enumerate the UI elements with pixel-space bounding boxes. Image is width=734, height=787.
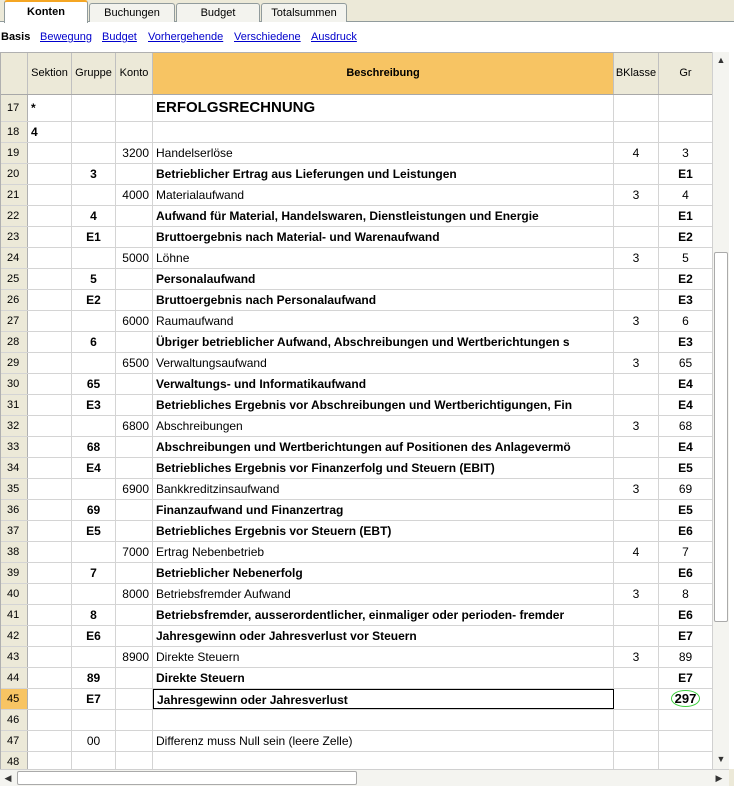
- cell-sektion[interactable]: *: [28, 95, 72, 121]
- cell-sektion[interactable]: [28, 458, 72, 478]
- row-number: 22: [1, 206, 28, 226]
- table-row[interactable]: [1, 458, 712, 479]
- cell-konto[interactable]: [116, 437, 153, 457]
- cell-gruppe[interactable]: [72, 122, 116, 142]
- row-number: 30: [1, 374, 28, 394]
- header-bklasse[interactable]: BKlasse: [614, 53, 659, 94]
- cell-sektion[interactable]: [28, 752, 72, 769]
- cell-gruppe[interactable]: E1: [72, 227, 116, 247]
- cell-sektion[interactable]: [28, 584, 72, 604]
- table-row[interactable]: [1, 689, 712, 710]
- cell-gr[interactable]: E3: [659, 332, 712, 352]
- cell-gr[interactable]: 65: [659, 353, 712, 373]
- cell-beschreibung[interactable]: Jahresgewinn oder Jahresverlust vor Steuern: [153, 626, 614, 646]
- cell-beschreibung[interactable]: Jahresgewinn oder Jahresverlust: [153, 689, 614, 709]
- cell-bklasse[interactable]: [614, 374, 659, 394]
- cell-bklasse[interactable]: [614, 95, 659, 121]
- row-number: 48: [1, 752, 28, 769]
- table-row[interactable]: [1, 227, 712, 248]
- cell-bklasse[interactable]: [614, 668, 659, 688]
- cell-gruppe[interactable]: 7: [72, 563, 116, 583]
- cell-bklasse[interactable]: [614, 206, 659, 226]
- table-row[interactable]: [1, 122, 712, 143]
- cell-bklasse[interactable]: [614, 752, 659, 769]
- cell-konto[interactable]: 4000: [116, 185, 153, 205]
- cell-konto[interactable]: [116, 458, 153, 478]
- cell-beschreibung[interactable]: Aufwand für Material, Handelswaren, Dienstleistungen und Energie: [153, 206, 614, 226]
- cell-gr[interactable]: 69: [659, 479, 712, 499]
- cell-gr[interactable]: E2: [659, 269, 712, 289]
- cell-konto[interactable]: 6000: [116, 311, 153, 331]
- cell-beschreibung[interactable]: Bruttoergebnis nach Material- und Warenaufwand: [153, 227, 614, 247]
- table-row[interactable]: [1, 143, 712, 164]
- table-row[interactable]: [1, 206, 712, 227]
- view-link-bewegung[interactable]: Bewegung: [40, 31, 92, 43]
- row-number: 33: [1, 437, 28, 457]
- row-number: 38: [1, 542, 28, 562]
- cell-beschreibung[interactable]: Direkte Steuern: [153, 647, 614, 667]
- cell-gruppe[interactable]: [72, 95, 116, 121]
- cell-gr[interactable]: [659, 689, 712, 709]
- cell-gr[interactable]: [659, 122, 712, 142]
- table-row[interactable]: [1, 479, 712, 500]
- cell-bklasse[interactable]: 3: [614, 647, 659, 667]
- cell-bklasse[interactable]: [614, 710, 659, 730]
- row-number: 44: [1, 668, 28, 688]
- cell-beschreibung[interactable]: [153, 710, 614, 730]
- cell-sektion[interactable]: [28, 563, 72, 583]
- cell-konto[interactable]: [116, 227, 153, 247]
- table-row[interactable]: [1, 353, 712, 374]
- view-link-vorhergehende[interactable]: Vorhergehende: [148, 31, 224, 43]
- cell-sektion[interactable]: [28, 710, 72, 730]
- cell-konto[interactable]: 6900: [116, 479, 153, 499]
- header-gruppe[interactable]: Gruppe: [72, 53, 116, 94]
- cell-beschreibung[interactable]: Betriebliches Ergebnis vor Steuern (EBT): [153, 521, 614, 541]
- cell-sektion[interactable]: [28, 164, 72, 184]
- cell-sektion[interactable]: [28, 731, 72, 751]
- cell-bklasse[interactable]: 3: [614, 584, 659, 604]
- cell-gruppe[interactable]: 4: [72, 206, 116, 226]
- row-number: 23: [1, 227, 28, 247]
- cell-beschreibung[interactable]: Betrieblicher Ertrag aus Lieferungen und Leistungen: [153, 164, 614, 184]
- cell-bklasse[interactable]: [614, 290, 659, 310]
- scroll-left-icon[interactable]: ◀: [4, 773, 12, 783]
- view-bar: [0, 27, 734, 47]
- cell-gruppe[interactable]: 89: [72, 668, 116, 688]
- cell-beschreibung[interactable]: Verwaltungs- und Informatikaufwand: [153, 374, 614, 394]
- cell-sektion[interactable]: [28, 647, 72, 667]
- cell-konto[interactable]: [116, 689, 153, 709]
- cell-gruppe[interactable]: 5: [72, 269, 116, 289]
- row-number: 36: [1, 500, 28, 520]
- table-row[interactable]: [1, 290, 712, 311]
- cell-gr[interactable]: E5: [659, 458, 712, 478]
- cell-gr[interactable]: 89: [659, 647, 712, 667]
- cell-beschreibung[interactable]: Abschreibungen und Wertberichtungen auf Positionen des Anlagevermö: [153, 437, 614, 457]
- table-row[interactable]: [1, 668, 712, 689]
- cell-gruppe[interactable]: [72, 542, 116, 562]
- cell-sektion[interactable]: [28, 521, 72, 541]
- cell-gruppe[interactable]: E5: [72, 521, 116, 541]
- cell-konto[interactable]: [116, 710, 153, 730]
- cell-gr[interactable]: E6: [659, 563, 712, 583]
- cell-gruppe[interactable]: E7: [72, 689, 116, 709]
- cell-gr[interactable]: E5: [659, 500, 712, 520]
- cell-sektion[interactable]: [28, 500, 72, 520]
- table-row[interactable]: [1, 731, 712, 752]
- table-row[interactable]: [1, 95, 712, 122]
- cell-gruppe[interactable]: 3: [72, 164, 116, 184]
- cell-sektion[interactable]: [28, 311, 72, 331]
- cell-sektion[interactable]: [28, 416, 72, 436]
- cell-beschreibung[interactable]: Betriebliches Ergebnis vor Finanzerfolg und Steuern (EBIT): [153, 458, 614, 478]
- cell-gr[interactable]: E2: [659, 227, 712, 247]
- table-row[interactable]: [1, 584, 712, 605]
- cell-sektion[interactable]: [28, 143, 72, 163]
- cell-bklasse[interactable]: [614, 269, 659, 289]
- cell-gr[interactable]: 5: [659, 248, 712, 268]
- cell-beschreibung[interactable]: Betriebliches Ergebnis vor Abschreibungen und Wertberichtigungen, Fin: [153, 395, 614, 415]
- cell-konto[interactable]: [116, 563, 153, 583]
- horizontal-scrollbar[interactable]: [0, 769, 729, 786]
- cell-sektion[interactable]: [28, 227, 72, 247]
- row-number: 43: [1, 647, 28, 667]
- cell-bklasse[interactable]: [614, 395, 659, 415]
- cell-beschreibung[interactable]: [153, 122, 614, 142]
- table-row[interactable]: [1, 374, 712, 395]
- cell-beschreibung[interactable]: Ertrag Nebenbetrieb: [153, 542, 614, 562]
- cell-konto[interactable]: [116, 605, 153, 625]
- table-row[interactable]: [1, 416, 712, 437]
- cell-gr[interactable]: E4: [659, 437, 712, 457]
- cell-bklasse[interactable]: 3: [614, 248, 659, 268]
- cell-beschreibung[interactable]: Betrieblicher Nebenerfolg: [153, 563, 614, 583]
- cell-bklasse[interactable]: [614, 332, 659, 352]
- cell-konto[interactable]: [116, 731, 153, 751]
- cell-beschreibung[interactable]: Raumaufwand: [153, 311, 614, 331]
- cell-sektion[interactable]: [28, 689, 72, 709]
- cell-gr[interactable]: 4: [659, 185, 712, 205]
- view-basis[interactable]: Basis: [1, 31, 31, 43]
- cell-gruppe[interactable]: 65: [72, 374, 116, 394]
- cell-sektion[interactable]: [28, 479, 72, 499]
- cell-gr[interactable]: 3: [659, 143, 712, 163]
- cell-konto[interactable]: [116, 290, 153, 310]
- table-row[interactable]: [1, 185, 712, 206]
- row-number: 21: [1, 185, 28, 205]
- cell-gr[interactable]: 6: [659, 311, 712, 331]
- cell-gruppe[interactable]: E6: [72, 626, 116, 646]
- cell-konto[interactable]: [116, 374, 153, 394]
- view-link-verschiedene[interactable]: Verschiedene: [234, 31, 301, 43]
- table-row[interactable]: [1, 248, 712, 269]
- cell-beschreibung[interactable]: Personalaufwand: [153, 269, 614, 289]
- cell-sektion[interactable]: [28, 185, 72, 205]
- highlighted-result: 297: [671, 690, 701, 707]
- cell-beschreibung[interactable]: Differenz muss Null sein (leere Zelle): [153, 731, 614, 751]
- cell-beschreibung[interactable]: Bankkreditzinsaufwand: [153, 479, 614, 499]
- row-number: 46: [1, 710, 28, 730]
- row-number: 37: [1, 521, 28, 541]
- cell-konto[interactable]: 7000: [116, 542, 153, 562]
- header-beschreibung[interactable]: Beschreibung: [153, 53, 614, 94]
- cell-sektion[interactable]: [28, 206, 72, 226]
- cell-gr[interactable]: E1: [659, 206, 712, 226]
- cell-sektion[interactable]: [28, 395, 72, 415]
- cell-gr[interactable]: 8: [659, 584, 712, 604]
- table-row[interactable]: [1, 647, 712, 668]
- cell-sektion[interactable]: [28, 248, 72, 268]
- scroll-up-icon[interactable]: ▲: [716, 55, 726, 65]
- row-number: 45: [1, 689, 28, 709]
- view-link-budget[interactable]: Budget: [102, 31, 137, 43]
- cell-beschreibung[interactable]: Betriebsfremder Aufwand: [153, 584, 614, 604]
- row-number: 26: [1, 290, 28, 310]
- cell-gr[interactable]: E4: [659, 395, 712, 415]
- cell-bklasse[interactable]: [614, 227, 659, 247]
- cell-sektion[interactable]: [28, 542, 72, 562]
- row-number: 35: [1, 479, 28, 499]
- cell-gr[interactable]: 68: [659, 416, 712, 436]
- cell-gr[interactable]: E7: [659, 668, 712, 688]
- row-number: 41: [1, 605, 28, 625]
- table-row[interactable]: [1, 500, 712, 521]
- row-number: 20: [1, 164, 28, 184]
- cell-konto[interactable]: 6800: [116, 416, 153, 436]
- cell-gruppe[interactable]: [72, 248, 116, 268]
- scroll-right-icon[interactable]: ▶: [715, 773, 723, 783]
- row-number: 34: [1, 458, 28, 478]
- cell-bklasse[interactable]: [614, 689, 659, 709]
- row-number: 29: [1, 353, 28, 373]
- cell-beschreibung[interactable]: Finanzaufwand und Finanzertrag: [153, 500, 614, 520]
- cell-beschreibung[interactable]: Betriebsfremder, ausserordentlicher, einmaliger oder perioden- fremder: [153, 605, 614, 625]
- cell-konto[interactable]: 6500: [116, 353, 153, 373]
- scroll-down-icon[interactable]: ▼: [716, 754, 726, 764]
- cell-gr[interactable]: [659, 710, 712, 730]
- cell-bklasse[interactable]: [614, 122, 659, 142]
- tab-totalsummen[interactable]: Totalsummen: [261, 3, 347, 22]
- horizontal-scroll-thumb[interactable]: [17, 771, 357, 785]
- cell-konto[interactable]: [116, 164, 153, 184]
- cell-sektion[interactable]: [28, 290, 72, 310]
- cell-gruppe[interactable]: [72, 647, 116, 667]
- table-row[interactable]: [1, 269, 712, 290]
- cell-bklasse[interactable]: [614, 605, 659, 625]
- row-number: 27: [1, 311, 28, 331]
- cell-beschreibung[interactable]: Handelserlöse: [153, 143, 614, 163]
- cell-konto[interactable]: [116, 269, 153, 289]
- cell-gruppe[interactable]: [72, 416, 116, 436]
- cell-sektion[interactable]: [28, 374, 72, 394]
- cell-gr[interactable]: [659, 752, 712, 769]
- cell-gruppe[interactable]: 68: [72, 437, 116, 457]
- tab-bar: [0, 0, 734, 22]
- cell-konto[interactable]: 8000: [116, 584, 153, 604]
- table-header: [1, 53, 712, 95]
- cell-gruppe[interactable]: 00: [72, 731, 116, 751]
- vertical-scrollbar[interactable]: [712, 52, 729, 769]
- accounts-table: [0, 52, 712, 769]
- table-row[interactable]: [1, 710, 712, 731]
- table-row[interactable]: [1, 626, 712, 647]
- cell-beschreibung[interactable]: Verwaltungsaufwand: [153, 353, 614, 373]
- cell-sektion[interactable]: [28, 605, 72, 625]
- cell-bklasse[interactable]: [614, 563, 659, 583]
- cell-beschreibung[interactable]: Direkte Steuern: [153, 668, 614, 688]
- cell-gruppe[interactable]: E3: [72, 395, 116, 415]
- table-row[interactable]: [1, 521, 712, 542]
- cell-bklasse[interactable]: 4: [614, 542, 659, 562]
- cell-gruppe[interactable]: [72, 311, 116, 331]
- header-sektion[interactable]: Sektion: [28, 53, 72, 94]
- cell-gruppe[interactable]: [72, 752, 116, 769]
- cell-sektion[interactable]: [28, 668, 72, 688]
- row-number: 25: [1, 269, 28, 289]
- row-number: 42: [1, 626, 28, 646]
- cell-bklasse[interactable]: 3: [614, 479, 659, 499]
- cell-gruppe[interactable]: [72, 353, 116, 373]
- cell-bklasse[interactable]: [614, 626, 659, 646]
- cell-konto[interactable]: [116, 668, 153, 688]
- table-row[interactable]: [1, 311, 712, 332]
- view-link-ausdruck[interactable]: Ausdruck: [311, 31, 357, 43]
- cell-konto[interactable]: [116, 332, 153, 352]
- cell-sektion[interactable]: 4: [28, 122, 72, 142]
- table-row[interactable]: [1, 605, 712, 626]
- row-number: 28: [1, 332, 28, 352]
- header-gr[interactable]: Gr: [659, 53, 712, 94]
- cell-konto[interactable]: [116, 752, 153, 769]
- cell-bklasse[interactable]: [614, 437, 659, 457]
- cell-gr[interactable]: [659, 731, 712, 751]
- cell-gruppe[interactable]: [72, 143, 116, 163]
- tab-budget[interactable]: Budget: [176, 3, 260, 22]
- cell-beschreibung[interactable]: [153, 752, 614, 769]
- table-row[interactable]: [1, 164, 712, 185]
- cell-beschreibung[interactable]: Materialaufwand: [153, 185, 614, 205]
- cell-konto[interactable]: [116, 626, 153, 646]
- table-row[interactable]: [1, 395, 712, 416]
- cell-bklasse[interactable]: [614, 521, 659, 541]
- cell-gruppe[interactable]: 69: [72, 500, 116, 520]
- table-row[interactable]: [1, 437, 712, 458]
- table-row[interactable]: [1, 542, 712, 563]
- cell-bklasse[interactable]: [614, 164, 659, 184]
- cell-gruppe[interactable]: 8: [72, 605, 116, 625]
- cell-beschreibung[interactable]: Übriger betrieblicher Aufwand, Abschreibungen und Wertberichtungen s: [153, 332, 614, 352]
- cell-beschreibung[interactable]: ERFOLGSRECHNUNG: [153, 95, 614, 121]
- table-row[interactable]: [1, 752, 712, 769]
- cell-bklasse[interactable]: [614, 500, 659, 520]
- row-number: 24: [1, 248, 28, 268]
- cell-konto[interactable]: [116, 395, 153, 415]
- cell-gr[interactable]: E1: [659, 164, 712, 184]
- cell-gruppe[interactable]: [72, 185, 116, 205]
- cell-gr[interactable]: E4: [659, 374, 712, 394]
- cell-sektion[interactable]: [28, 332, 72, 352]
- table-row[interactable]: [1, 563, 712, 584]
- row-number: 47: [1, 731, 28, 751]
- cell-gr[interactable]: E7: [659, 626, 712, 646]
- row-number: 40: [1, 584, 28, 604]
- cell-gr[interactable]: E6: [659, 605, 712, 625]
- cell-konto[interactable]: 5000: [116, 248, 153, 268]
- cell-beschreibung[interactable]: Abschreibungen: [153, 416, 614, 436]
- cell-konto[interactable]: 8900: [116, 647, 153, 667]
- row-number: 18: [1, 122, 28, 142]
- cell-bklasse[interactable]: 3: [614, 353, 659, 373]
- cell-konto[interactable]: [116, 95, 153, 121]
- cell-sektion[interactable]: [28, 353, 72, 373]
- cell-bklasse[interactable]: 3: [614, 416, 659, 436]
- cell-konto[interactable]: [116, 521, 153, 541]
- row-number: 39: [1, 563, 28, 583]
- cell-gruppe[interactable]: E2: [72, 290, 116, 310]
- cell-gruppe[interactable]: [72, 479, 116, 499]
- cell-bklasse[interactable]: 4: [614, 143, 659, 163]
- cell-gr[interactable]: E6: [659, 521, 712, 541]
- vertical-scroll-thumb[interactable]: [714, 252, 728, 622]
- cell-bklasse[interactable]: [614, 731, 659, 751]
- row-number: 31: [1, 395, 28, 415]
- cell-bklasse[interactable]: 3: [614, 311, 659, 331]
- cell-konto[interactable]: 3200: [116, 143, 153, 163]
- row-number: 19: [1, 143, 28, 163]
- tab-buchungen[interactable]: Buchungen: [89, 3, 175, 22]
- header-konto[interactable]: Konto: [116, 53, 153, 94]
- cell-gruppe[interactable]: [72, 710, 116, 730]
- table-row[interactable]: [1, 332, 712, 353]
- cell-bklasse[interactable]: [614, 458, 659, 478]
- cell-konto[interactable]: [116, 122, 153, 142]
- cell-sektion[interactable]: [28, 269, 72, 289]
- cell-gruppe[interactable]: 6: [72, 332, 116, 352]
- cell-beschreibung[interactable]: Löhne: [153, 248, 614, 268]
- scrollbar-corner: [729, 769, 734, 786]
- cell-gr[interactable]: [659, 95, 712, 121]
- cell-beschreibung[interactable]: Bruttoergebnis nach Personalaufwand: [153, 290, 614, 310]
- cell-gr[interactable]: E3: [659, 290, 712, 310]
- row-number: 32: [1, 416, 28, 436]
- header-rownum: [1, 53, 28, 94]
- cell-sektion[interactable]: [28, 626, 72, 646]
- cell-konto[interactable]: [116, 500, 153, 520]
- cell-gruppe[interactable]: [72, 584, 116, 604]
- row-number: 17: [1, 95, 28, 121]
- cell-gruppe[interactable]: E4: [72, 458, 116, 478]
- cell-bklasse[interactable]: 3: [614, 185, 659, 205]
- tab-konten[interactable]: Konten: [4, 0, 88, 23]
- cell-gr[interactable]: 7: [659, 542, 712, 562]
- cell-konto[interactable]: [116, 206, 153, 226]
- cell-sektion[interactable]: [28, 437, 72, 457]
